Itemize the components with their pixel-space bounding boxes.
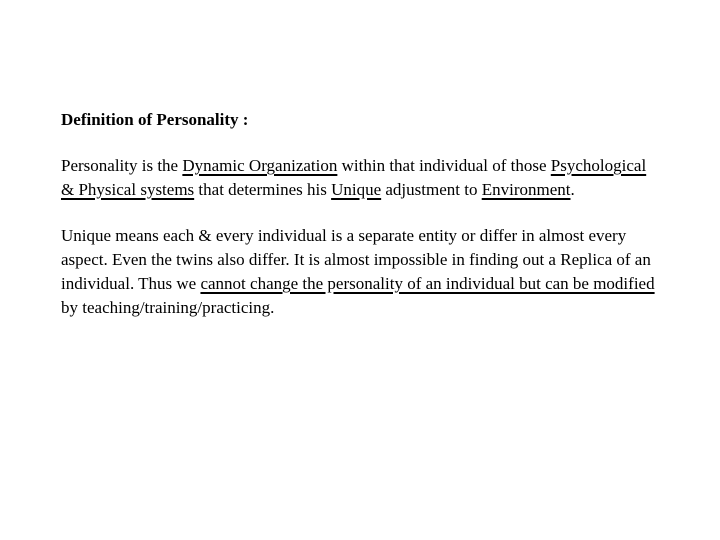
- underlined-dynamic-organization: Dynamic Organization: [182, 156, 338, 175]
- unique-text-2: by teaching/training/practicing.: [61, 298, 275, 317]
- slide-heading: Definition of Personality :: [61, 110, 249, 129]
- definition-text-3: that determines his: [194, 180, 332, 199]
- definition-text-5: .: [570, 180, 575, 199]
- unique-paragraph: [61, 224, 661, 320]
- definition-paragraph: [61, 154, 661, 202]
- definition-text-1: Personality is the: [61, 156, 183, 175]
- underlined-environment: Environment: [481, 180, 571, 199]
- underlined-cannot-change: cannot change the personality of an individual but can be modified: [200, 274, 655, 293]
- underlined-psych-physical-systems: Psychological & Physical systems: [61, 156, 647, 199]
- definition-text-4: adjustment to: [381, 180, 482, 199]
- definition-text-2: within that individual of those: [337, 156, 551, 175]
- underlined-unique: Unique: [331, 180, 382, 199]
- slide-content: [61, 108, 661, 342]
- unique-text-1: Unique means each & every individual is a separate entity or differ in almost every aspect. Even the twins also differ. It is almost impossible in finding out a Replica of an individual. Thus we: [61, 226, 651, 293]
